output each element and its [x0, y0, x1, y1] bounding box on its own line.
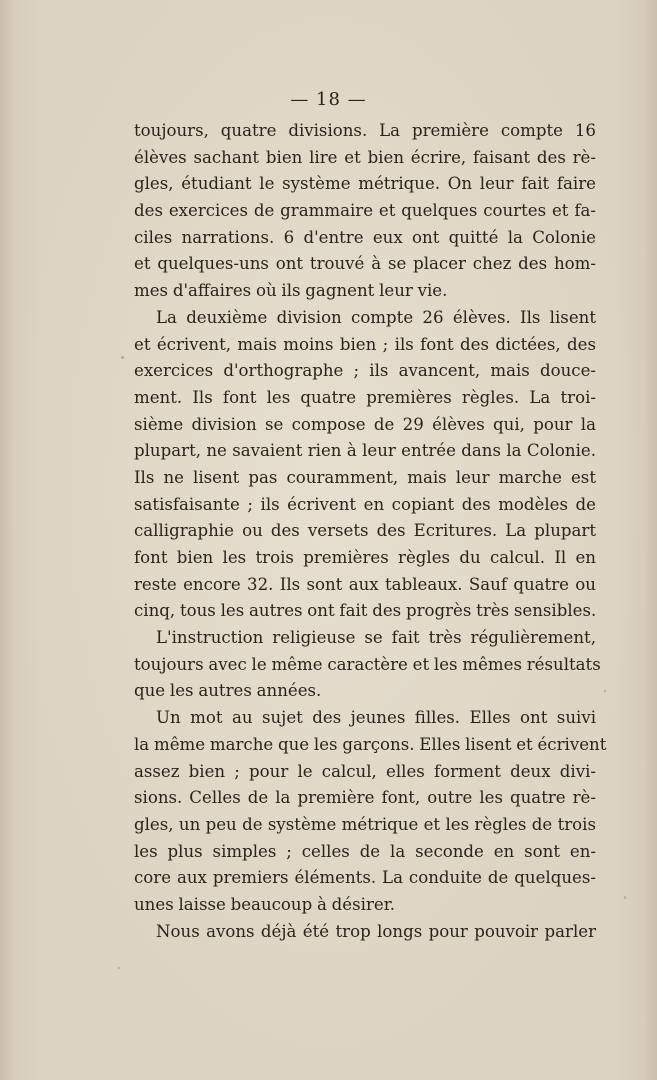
text-line: sions. Celles de la première font, outre les quatre rè-: [134, 788, 596, 808]
text-line: ciles narrations. 6 d'entre eux ont quitté la Colonie: [134, 227, 596, 247]
text-line: Un mot au sujet des jeunes filles. Elles ont suivi: [156, 708, 596, 728]
text-line: satisfaisante ; ils écrivent en copiant des modèles de: [134, 494, 596, 514]
text-line: font bien les trois premières règles du calcul. Il en: [134, 548, 596, 567]
text-line: mes d'affaires où ils gagnent leur vie.: [134, 281, 448, 301]
paper-speck: [121, 356, 124, 359]
body-text: [134, 118, 607, 945]
text-line: et quelques-uns ont trouvé à se placer chez des hom-: [134, 254, 596, 274]
text-line: cinq, tous les autres ont fait des progrès très sensibles.: [134, 601, 597, 621]
text-line: des exercices de grammaire et quelques courtes et fa-: [134, 201, 596, 221]
text-line: toujours, quatre divisions. La première compte 16: [134, 121, 596, 140]
text-line: calligraphie ou des versets des Ecritures. La plupart: [134, 521, 596, 541]
text-line: exercices d'orthographe ; ils avancent, mais douce-: [134, 361, 596, 381]
text-line: La deuxième division compte 26 élèves. Ils lisent: [156, 307, 596, 327]
text-line: reste encore 32. Ils sont aux tableaux. Sauf quatre ou: [134, 574, 596, 594]
text-line: core aux premiers éléments. La conduite de quelques-: [134, 868, 596, 888]
text-line: assez bien ; pour le calcul, elles forment deux divi-: [134, 761, 596, 781]
text-line: élèves sachant bien lire et bien écrire, faisant des rè-: [134, 147, 596, 167]
paper-speck: [604, 690, 606, 692]
text-line: sième division se compose de 29 élèves qui, pour la: [134, 414, 596, 434]
text-line: Nous avons déjà été trop longs pour pouvoir parler: [156, 921, 596, 941]
text-line: la même marche que les garçons. Elles lisent et écrivent: [134, 734, 607, 754]
text-line: ment. Ils font les quatre premières règles. La troi-: [134, 387, 596, 407]
text-line: que les autres années.: [134, 681, 322, 701]
text-line: et écrivent, mais moins bien ; ils font des dictées, des: [134, 334, 596, 354]
text-line: gles, étudiant le système métrique. On leur fait faire: [134, 174, 596, 194]
text-line: plupart, ne savaient rien à leur entrée dans la Colonie.: [134, 441, 596, 461]
text-line: gles, un peu de système métrique et les règles de trois: [134, 814, 596, 834]
page-number: — 18 —: [290, 89, 367, 110]
text-line: Ils ne lisent pas couramment, mais leur marche est: [134, 467, 596, 487]
paper-speck: [624, 896, 626, 899]
paper-speck: [118, 967, 120, 969]
text-line: toujours avec le même caractère et les mêmes résultats: [134, 654, 601, 674]
text-line: L'instruction religieuse se fait très régulièrement,: [156, 628, 596, 648]
text-line: unes laisse beaucoup à désirer.: [134, 894, 396, 914]
text-line: les plus simples ; celles de la seconde en sont en-: [134, 841, 596, 861]
